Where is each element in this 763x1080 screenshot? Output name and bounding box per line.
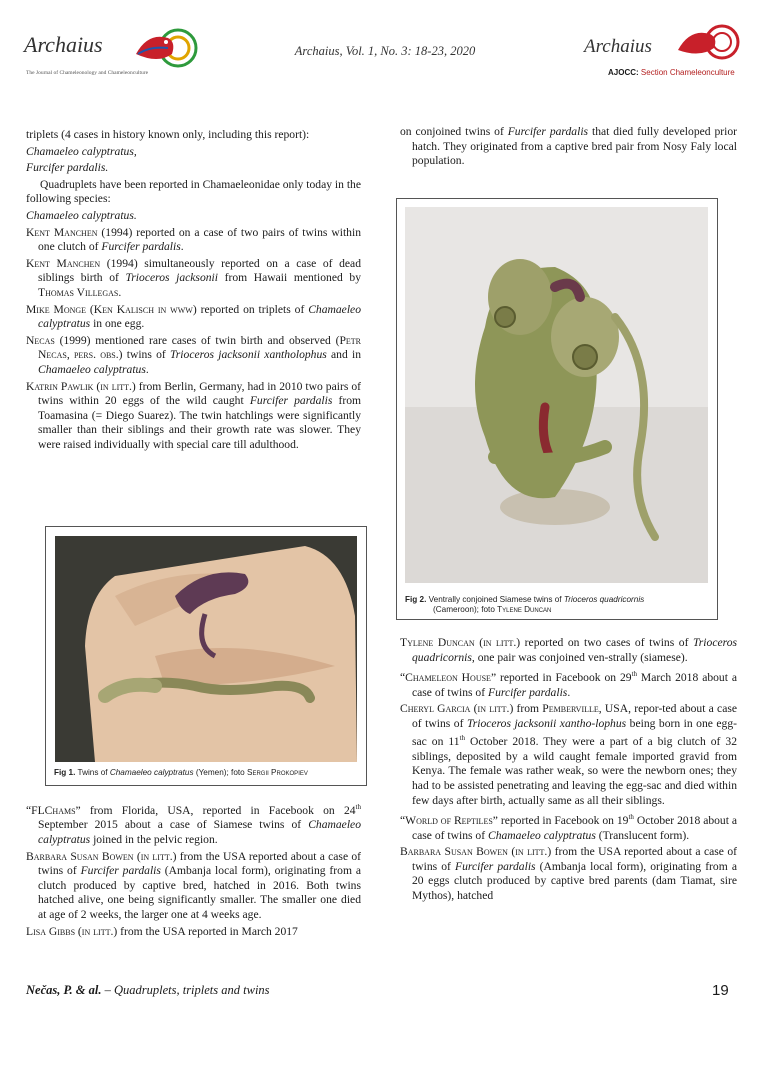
reference-entry: Kent Manchen (1994) simultaneously reported on a case of dead siblings birth of Trioceros jacksonii from Hawaii mentioned by Thomas Villegas. (26, 256, 361, 299)
reference-entry: Mike Monge (Ken Kalisch in www) reported on triplets of Chamaeleo calyptratus in one egg. (26, 302, 361, 331)
species-item: Chamaeleo calyptratus. (26, 208, 137, 222)
journal-logo-right (578, 22, 748, 90)
left-column-text (26, 128, 361, 454)
left-column-text-lower (26, 800, 361, 941)
paragraph: on conjoined twins of Furcifer pardalis that died fully developed prior hatch. They originated from a captive bred pair from Nosy Faly local population. (400, 125, 738, 168)
chameleon-logo-icon (128, 24, 200, 72)
reference-entry: “FLChams” from Florida, USA, reported in Facebook on 24th September 2015 about a case of Siamese twins of Chamaeleo calyptratus joined in the pelvic region. (26, 803, 361, 847)
logo-wordmark: Archaius (24, 32, 103, 57)
right-column-text-lower (400, 636, 737, 906)
reference-entry: Tylene Duncan (in litt.) reported on two cases of twins of Trioceros quadricornis, one pair was conjoined ven-strally (siamese). (400, 636, 738, 664)
paragraph: triplets (4 cases in history known only, including this report): (26, 128, 310, 141)
reference-entry: “Chameleon House” reported in Facebook on 29th March 2018 about a case of twins of Furcifer pardalis. (400, 670, 738, 699)
reference-entry: Lisa Gibbs (in litt.) from the USA reported in March 2017 (26, 924, 298, 938)
figure-2 (396, 198, 718, 620)
logo-subtitle: The Journal of Chameleonology and Chameleonculture (26, 70, 149, 76)
logo-section: AJOCC: Section Chameleonculture (608, 68, 735, 77)
figure-1-photo (55, 536, 357, 762)
journal-citation: Archaius, Vol. 1, No. 3: 18-23, 2020 (294, 44, 476, 58)
reference-entry: Barbara Susan Bowen (in litt.) from the USA reported about a case of twins of Furcifer pardalis (Ambanja local form), originating from a 20 eggs clutch produced by captive bred parents (dam Tiamat, sire Mythos), hatched (400, 845, 738, 903)
reference-entry: “World of Reptiles” reported in Facebook on 19th October 2018 about a case of twins of Chamaeleo calyptratus (Translucent form). (400, 813, 738, 842)
running-footer: Nečas, P. & al. – Quadruplets, triplets and twins (26, 983, 270, 997)
reference-entry: Cheryl Garcia (in litt.) from Pemberville, USA, repor-ted about a case of twins of Trioceros jacksonii xantho-lophus being born in one egg-sac on 11th October 2018. They were a part of a big clutch of 32 siblings, deposited by a wild caught female imported gravid from Kenya. The female was rather weak, so were the newborn ones; they had to be assisted penetrating and leaving the egg-sac and died within few days after birth, actually same as all their siblings. (400, 702, 738, 807)
figure-2-caption: Fig 2. Ventrally conjoined Siamese twins of Trioceros quadricornis (Cameroon); foto Tylene Duncan (405, 595, 645, 614)
chameleon-logo-icon (674, 22, 744, 66)
reference-entry: Barbara Susan Bowen (in litt.) from the USA reported about a case of twins of Furcifer pardalis (Ambanja local form), originating from a clutch produced by captive bred, hatched in 2016. Both twins hatched alive, one being significantly smaller. The smaller one died at age of 2 weeks, the larger one at 4 weeks age. (26, 849, 362, 922)
species-item: Chamaeleo calyptratus, (26, 144, 137, 158)
reference-entry: Kent Manchen (1994) reported on a case of two pairs of twins within one clutch of Furcifer pardalis. (26, 225, 361, 254)
reference-entry: Katrin Pawlik (in litt.) from Berlin, Germany, had in 2010 two pairs of twins within 20 eggs of the wild caught Furcifer pardalis from Toamasina (= Diego Suarez). The twin hatchlings were significantly smaller than their siblings and their growth rate was slower. They were raised individually with special care till adulthood. (26, 379, 362, 451)
journal-logo-left (20, 18, 250, 90)
paragraph: Quadruplets have been reported in Chamaeleonidae only today in the following species: (26, 177, 361, 206)
figure-1 (45, 526, 367, 786)
right-column-text (400, 125, 737, 171)
figure-2-photo (405, 207, 708, 583)
figure-1-caption: Fig 1. Twins of Chamaeleo calyptratus (Yemen); foto Sergii Prokopiev (54, 768, 308, 777)
logo-wordmark: Archaius (584, 36, 652, 57)
reference-entry: Necas (1999) mentioned rare cases of twin birth and observed (Petr Necas, pers. obs.) twins of Trioceros jacksonii xantholophus and in Chamaeleo calyptratus. (26, 333, 362, 376)
page-number: 19 (712, 982, 729, 999)
species-item: Furcifer pardalis. (26, 161, 109, 175)
